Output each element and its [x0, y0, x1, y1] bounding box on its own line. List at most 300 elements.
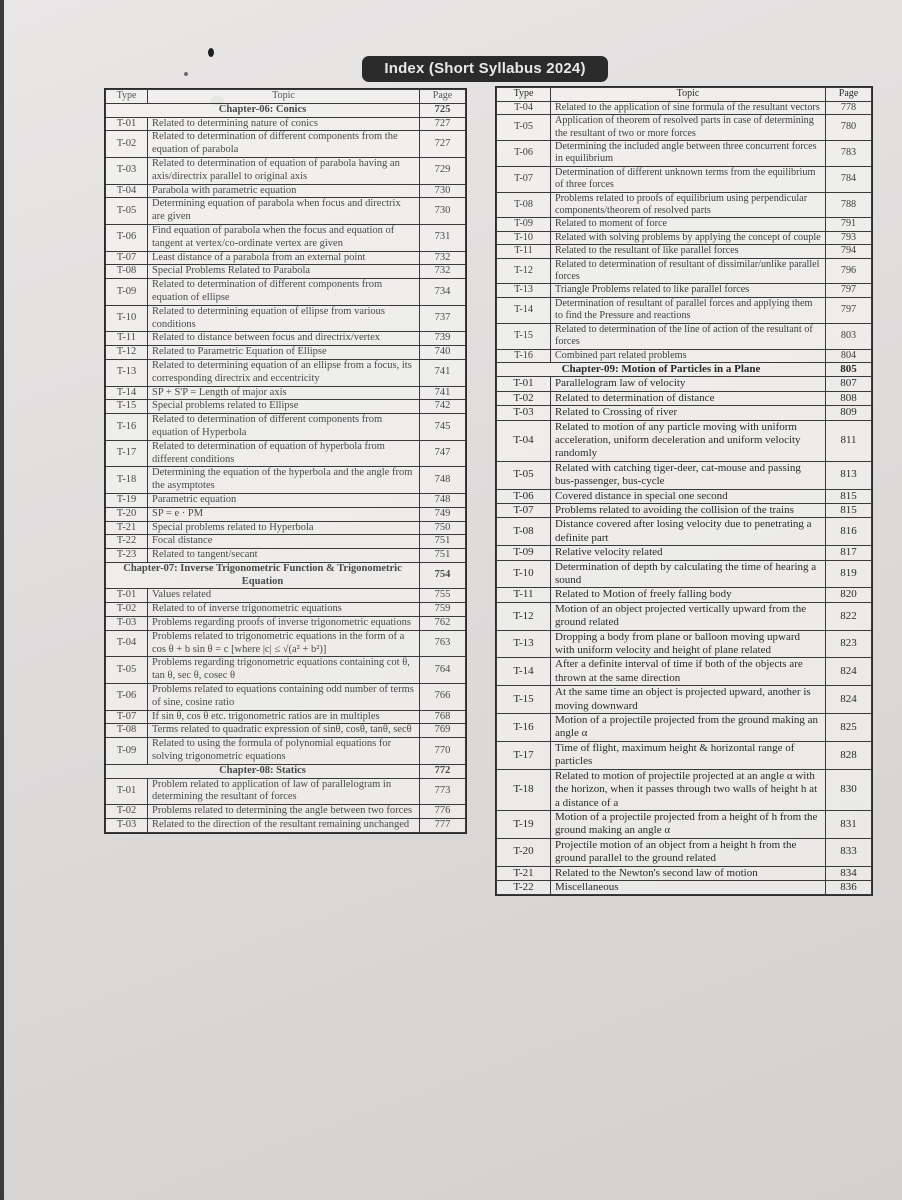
topic-cell: Least distance of a parabola from an external point [148, 251, 420, 265]
page-cell: 748 [420, 467, 466, 494]
topic-cell: Determining the included angle between three concurrent forces in equilibrium [551, 141, 826, 167]
topic-cell: Related to Motion of freely falling body [551, 588, 826, 602]
table-row [497, 630, 872, 658]
page-cell: 784 [826, 166, 872, 192]
type-cell: T-11 [497, 245, 551, 258]
type-cell: T-15 [497, 323, 551, 349]
type-cell: T-19 [106, 493, 148, 507]
type-cell: T-22 [497, 880, 551, 894]
header-type: Type [497, 88, 551, 102]
table-row [497, 546, 872, 560]
type-cell: T-02 [106, 805, 148, 819]
topic-cell: Related to the resultant of like parallel forces [551, 245, 826, 258]
type-cell: T-14 [106, 386, 148, 400]
table-row [106, 493, 466, 507]
page-cell: 768 [420, 710, 466, 724]
table-row [497, 658, 872, 686]
type-cell: T-12 [497, 602, 551, 630]
table-row [497, 115, 872, 141]
table-row [497, 714, 872, 742]
header-page: Page [826, 88, 872, 102]
page-cell: 811 [826, 420, 872, 461]
type-cell: T-02 [106, 603, 148, 617]
type-cell: T-06 [497, 141, 551, 167]
type-cell: T-01 [106, 589, 148, 603]
page-cell: 780 [826, 115, 872, 141]
table-row [106, 117, 466, 131]
chapter-heading-row [106, 764, 466, 778]
topic-cell: Determining the equation of the hyperbola and the angle from the asymptotes [148, 467, 420, 494]
bleed-through-text [20, 20, 880, 40]
page-cell: 769 [420, 724, 466, 738]
table-row [106, 386, 466, 400]
type-cell: T-03 [106, 157, 148, 184]
type-cell: T-19 [497, 810, 551, 838]
page-cell: 730 [420, 198, 466, 225]
type-cell: T-15 [497, 686, 551, 714]
header-topic: Topic [148, 90, 420, 104]
topic-cell: Related to motion of any particle moving with uniform acceleration, uniform deceleration and uniform velocity randomly [551, 420, 826, 461]
topic-cell: Problem related to application of law of parallelogram in determining the resultant of forces [148, 778, 420, 805]
page-cell: 836 [826, 880, 872, 894]
topic-cell: Triangle Problems related to like parallel forces [551, 284, 826, 297]
header-topic: Topic [551, 88, 826, 102]
topic-cell: Values related [148, 589, 420, 603]
topic-cell: Problems related to equations containing odd number of terms of sine, cosine ratio [148, 684, 420, 711]
topic-cell: Related to Parametric Equation of Ellipse [148, 346, 420, 360]
page-cell: 740 [420, 346, 466, 360]
topic-cell: Determining equation of parabola when focus and directrix are given [148, 198, 420, 225]
table-row [106, 724, 466, 738]
page-cell: 727 [420, 131, 466, 158]
table-row [106, 251, 466, 265]
topic-cell: Find equation of parabola when the focus and equation of tangent at vertex/co-ordinate vertex are given [148, 224, 420, 251]
topic-cell: Terms related to quadratic expression of sinθ, cosθ, tanθ, secθ [148, 724, 420, 738]
topic-cell: Problems related to proofs of equilibrium using perpendicular components/theorem of resolved parts [551, 192, 826, 218]
topic-cell: Focal distance [148, 535, 420, 549]
topic-cell: Related to determination of resultant of dissimilar/unlike parallel forces [551, 258, 826, 284]
table-row [106, 778, 466, 805]
table-row [497, 284, 872, 297]
page-cell: 833 [826, 838, 872, 866]
type-cell: T-18 [106, 467, 148, 494]
page-cell: 732 [420, 251, 466, 265]
type-cell: T-23 [106, 549, 148, 563]
type-cell: T-20 [106, 507, 148, 521]
table-row [106, 346, 466, 360]
table-header [497, 88, 872, 102]
type-cell: T-01 [106, 778, 148, 805]
topic-cell: Parametric equation [148, 493, 420, 507]
topic-cell: Related to determination of distance [551, 391, 826, 405]
page-cell: 778 [826, 101, 872, 114]
table-row [106, 131, 466, 158]
table-row [497, 866, 872, 880]
topic-cell: Related to the Newton's second law of motion [551, 866, 826, 880]
topic-cell: Determination of depth by calculating the time of hearing a sound [551, 560, 826, 588]
topic-cell: Related to using the formula of polynomial equations for solving trigonometric equations [148, 738, 420, 765]
table-row [497, 838, 872, 866]
type-cell: T-12 [106, 346, 148, 360]
type-cell: T-09 [106, 279, 148, 306]
topic-cell: Related to determining nature of conics [148, 117, 420, 131]
chapter-heading-row [497, 362, 872, 376]
table-row [106, 738, 466, 765]
table-row [106, 400, 466, 414]
topic-cell: Related to distance between focus and directrix/vertex [148, 332, 420, 346]
table-row [497, 192, 872, 218]
topic-cell: Related to determining equation of ellipse from various conditions [148, 305, 420, 332]
type-cell: T-16 [497, 714, 551, 742]
table-row [497, 518, 872, 546]
table-row [497, 141, 872, 167]
page-cell: 737 [420, 305, 466, 332]
type-cell: T-18 [497, 769, 551, 810]
topic-cell: Covered distance in special one second [551, 489, 826, 503]
page-cell: 749 [420, 507, 466, 521]
page-cell: 831 [826, 810, 872, 838]
type-cell: T-11 [497, 588, 551, 602]
page-cell: 830 [826, 769, 872, 810]
page-cell: 748 [420, 493, 466, 507]
table-row [106, 684, 466, 711]
table-body [497, 101, 872, 895]
topic-cell: Dropping a body from plane or balloon moving upward with uniform velocity and height of plane related [551, 630, 826, 658]
table-row [106, 549, 466, 563]
index-table-right [495, 86, 873, 896]
table-row [497, 218, 872, 231]
type-cell: T-14 [497, 297, 551, 323]
topic-cell: Combined part related problems [551, 349, 826, 362]
type-cell: T-12 [497, 258, 551, 284]
type-cell: T-03 [106, 819, 148, 833]
page-cell: 762 [420, 617, 466, 631]
page-cell: 816 [826, 518, 872, 546]
topic-cell: Time of flight, maximum height & horizontal range of particles [551, 741, 826, 769]
page-edge [0, 0, 4, 1200]
table-row [106, 467, 466, 494]
page-cell: 739 [420, 332, 466, 346]
type-cell: T-09 [106, 738, 148, 765]
type-cell: T-22 [106, 535, 148, 549]
page-cell: 777 [420, 819, 466, 833]
type-cell: T-09 [497, 546, 551, 560]
topic-cell: Parabola with parametric equation [148, 184, 420, 198]
topic-cell: Related to determining equation of an ellipse from a focus, its corresponding directrix and eccentricity [148, 359, 420, 386]
table-row [497, 245, 872, 258]
topic-cell: If sin θ, cos θ etc. trigonometric ratios are in multiples [148, 710, 420, 724]
type-cell: T-02 [497, 391, 551, 405]
page-cell: 804 [826, 349, 872, 362]
topic-cell: Related to moment of force [551, 218, 826, 231]
table-row [497, 406, 872, 420]
table-row [106, 589, 466, 603]
type-cell: T-05 [106, 198, 148, 225]
page-cell: 819 [826, 560, 872, 588]
table-row [106, 265, 466, 279]
type-cell: T-01 [106, 117, 148, 131]
table-row [106, 440, 466, 467]
page-cell: 807 [826, 377, 872, 391]
topic-cell: Motion of an object projected vertically upward from the ground related [551, 602, 826, 630]
topic-cell: Related to determination of equation of hyperbola from different conditions [148, 440, 420, 467]
type-cell: T-04 [497, 420, 551, 461]
page-cell: 820 [826, 588, 872, 602]
page-cell: 794 [826, 245, 872, 258]
type-cell: T-03 [106, 617, 148, 631]
topic-cell: Miscellaneous [551, 880, 826, 894]
page-cell: 732 [420, 265, 466, 279]
table-row [497, 560, 872, 588]
topic-cell: Special Problems Related to Parabola [148, 265, 420, 279]
table-body [106, 103, 466, 832]
page-cell: 745 [420, 414, 466, 441]
type-cell: T-02 [106, 131, 148, 158]
type-cell: T-16 [497, 349, 551, 362]
page-cell: 755 [420, 589, 466, 603]
topic-cell: SP + S'P = Length of major axis [148, 386, 420, 400]
page-cell: 734 [420, 279, 466, 306]
page-cell: 808 [826, 391, 872, 405]
type-cell: T-10 [497, 560, 551, 588]
type-cell: T-21 [497, 866, 551, 880]
table-header [106, 90, 466, 104]
page-cell: 773 [420, 778, 466, 805]
page-cell: 727 [420, 117, 466, 131]
topic-cell: Related to Crossing of river [551, 406, 826, 420]
table-row [497, 349, 872, 362]
type-cell: T-10 [106, 305, 148, 332]
topic-cell: Related to determination of different components from equation of Hyperbola [148, 414, 420, 441]
table-row [106, 507, 466, 521]
table-row [497, 880, 872, 894]
type-cell: T-11 [106, 332, 148, 346]
page-cell: 770 [420, 738, 466, 765]
page-cell: 747 [420, 440, 466, 467]
type-cell: T-08 [497, 518, 551, 546]
table-row [497, 420, 872, 461]
page-cell: 813 [826, 461, 872, 489]
page-cell: 763 [420, 630, 466, 657]
page-cell: 750 [420, 521, 466, 535]
type-cell: T-04 [497, 101, 551, 114]
type-cell: T-14 [497, 658, 551, 686]
page-cell: 824 [826, 686, 872, 714]
topic-cell: Related to determination of different components from equation of ellipse [148, 279, 420, 306]
chapter-title: Chapter-08: Statics [106, 764, 420, 778]
table-row [106, 332, 466, 346]
type-cell: T-13 [497, 284, 551, 297]
topic-cell: Relative velocity related [551, 546, 826, 560]
topic-cell: Determination of resultant of parallel forces and applying them to find the Pressure and reactions [551, 297, 826, 323]
table-row [497, 461, 872, 489]
page-cell: 793 [826, 231, 872, 244]
topic-cell: Related to tangent/secant [148, 549, 420, 563]
type-cell: T-13 [106, 359, 148, 386]
topic-cell: Related to motion of projectile projected at an angle α with the horizon, when it passes through two walls of height h at a distance of a [551, 769, 826, 810]
page-cell: 815 [826, 503, 872, 517]
type-cell: T-21 [106, 521, 148, 535]
chapter-title: Chapter-07: Inverse Trigonometric Function & Trigonometric Equation [106, 562, 420, 589]
table-row [106, 414, 466, 441]
table-row [497, 391, 872, 405]
table-row [497, 769, 872, 810]
topic-cell: Related to determination of different components from the equation of parabola [148, 131, 420, 158]
index-table-left [104, 88, 467, 834]
chapter-page: 754 [420, 562, 466, 589]
topic-cell: At the same time an object is projected upward, another is moving downward [551, 686, 826, 714]
header-type: Type [106, 90, 148, 104]
table-row [497, 686, 872, 714]
topic-cell: Related with catching tiger-deer, cat-mouse and passing bus-passenger, bus-cycle [551, 461, 826, 489]
table-row [106, 710, 466, 724]
page-cell: 828 [826, 741, 872, 769]
header-page: Page [420, 90, 466, 104]
page-cell: 797 [826, 284, 872, 297]
topic-cell: SP = e · PM [148, 507, 420, 521]
type-cell: T-01 [497, 377, 551, 391]
type-cell: T-07 [106, 251, 148, 265]
page-cell: 764 [420, 657, 466, 684]
page-cell: 803 [826, 323, 872, 349]
topic-cell: Motion of a projectile projected from the ground making an angle α [551, 714, 826, 742]
topic-cell: Problems regarding trigonometric equations containing cot θ, tan θ, sec θ, cosec θ [148, 657, 420, 684]
table-row [106, 359, 466, 386]
type-cell: T-04 [106, 184, 148, 198]
type-cell: T-05 [106, 657, 148, 684]
page-cell: 783 [826, 141, 872, 167]
type-cell: T-09 [497, 218, 551, 231]
type-cell: T-10 [497, 231, 551, 244]
page-cell: 730 [420, 184, 466, 198]
page-cell: 824 [826, 658, 872, 686]
topic-cell: Related to the direction of the resultant remaining unchanged [148, 819, 420, 833]
table-row [106, 535, 466, 549]
table-row [106, 819, 466, 833]
table-row [497, 588, 872, 602]
type-cell: T-07 [106, 710, 148, 724]
chapter-heading-row [106, 562, 466, 589]
type-cell: T-20 [497, 838, 551, 866]
type-cell: T-06 [106, 224, 148, 251]
chapter-heading-row [106, 103, 466, 117]
page-cell: 759 [420, 603, 466, 617]
topic-cell: Application of theorem of resolved parts in case of determining the resultant of two or more forces [551, 115, 826, 141]
topic-cell: Motion of a projectile projected from a height of h from the ground making an angle α [551, 810, 826, 838]
page-cell: 729 [420, 157, 466, 184]
page-cell: 751 [420, 535, 466, 549]
topic-cell: Problems related to trigonometric equations in the form of a cos θ + b sin θ = c [where |c| ≤ √(a² + b²)] [148, 630, 420, 657]
page-cell: 791 [826, 218, 872, 231]
page-cell: 741 [420, 359, 466, 386]
type-cell: T-08 [497, 192, 551, 218]
chapter-page: 805 [826, 362, 872, 376]
table-row [497, 741, 872, 769]
topic-cell: Related to the application of sine formula of the resultant vectors [551, 101, 826, 114]
topic-cell: Distance covered after losing velocity due to penetrating a definite part [551, 518, 826, 546]
chapter-page: 725 [420, 103, 466, 117]
table-row [106, 805, 466, 819]
topic-cell: Problems related to avoiding the collision of the trains [551, 503, 826, 517]
table-row [106, 305, 466, 332]
type-cell: T-03 [497, 406, 551, 420]
table-row [106, 198, 466, 225]
type-cell: T-17 [497, 741, 551, 769]
type-cell: T-06 [106, 684, 148, 711]
page-cell: 809 [826, 406, 872, 420]
page-cell: 817 [826, 546, 872, 560]
page-cell: 823 [826, 630, 872, 658]
topic-cell: Related to of inverse trigonometric equations [148, 603, 420, 617]
type-cell: T-06 [497, 489, 551, 503]
topic-cell: Related with solving problems by applying the concept of couple [551, 231, 826, 244]
type-cell: T-08 [106, 724, 148, 738]
table-row [497, 377, 872, 391]
type-cell: T-05 [497, 461, 551, 489]
table-row [497, 297, 872, 323]
table-row [106, 630, 466, 657]
table-row [497, 258, 872, 284]
topic-cell: Parallelogram law of velocity [551, 377, 826, 391]
page-cell: 825 [826, 714, 872, 742]
table-row [497, 602, 872, 630]
page-cell: 788 [826, 192, 872, 218]
table-row [106, 521, 466, 535]
type-cell: T-08 [106, 265, 148, 279]
type-cell: T-13 [497, 630, 551, 658]
page-cell: 776 [420, 805, 466, 819]
type-cell: T-04 [106, 630, 148, 657]
table-row [106, 184, 466, 198]
page-cell: 834 [826, 866, 872, 880]
topic-cell: After a definite interval of time if both of the objects are thrown at the same direction [551, 658, 826, 686]
topic-cell: Problems related to determining the angle between two forces [148, 805, 420, 819]
table-row [106, 224, 466, 251]
table-row [106, 617, 466, 631]
page-cell: 742 [420, 400, 466, 414]
ink-spot [208, 48, 214, 57]
table-row [106, 657, 466, 684]
page-cell: 731 [420, 224, 466, 251]
page-title: Index (Short Syllabus 2024) [362, 56, 608, 82]
topic-cell: Special problems related to Hyperbola [148, 521, 420, 535]
type-cell: T-17 [106, 440, 148, 467]
type-cell: T-07 [497, 503, 551, 517]
table-row [497, 323, 872, 349]
type-cell: T-15 [106, 400, 148, 414]
page-cell: 797 [826, 297, 872, 323]
table-row [497, 503, 872, 517]
table-row [497, 101, 872, 114]
topic-cell: Projectile motion of an object from a height h from the ground parallel to the ground related [551, 838, 826, 866]
page-cell: 751 [420, 549, 466, 563]
table-row [497, 231, 872, 244]
ink-spot [184, 72, 188, 76]
topic-cell: Related to determination of equation of parabola having an axis/directrix parallel to original axis [148, 157, 420, 184]
table-row [497, 810, 872, 838]
page-cell: 741 [420, 386, 466, 400]
table-row [497, 166, 872, 192]
table-row [497, 489, 872, 503]
page-cell: 766 [420, 684, 466, 711]
chapter-page: 772 [420, 764, 466, 778]
page-cell: 822 [826, 602, 872, 630]
topic-cell: Related to determination of the line of action of the resultant of forces [551, 323, 826, 349]
type-cell: T-05 [497, 115, 551, 141]
type-cell: T-16 [106, 414, 148, 441]
table-row [106, 157, 466, 184]
topic-cell: Determination of different unknown terms from the equilibrium of three forces [551, 166, 826, 192]
